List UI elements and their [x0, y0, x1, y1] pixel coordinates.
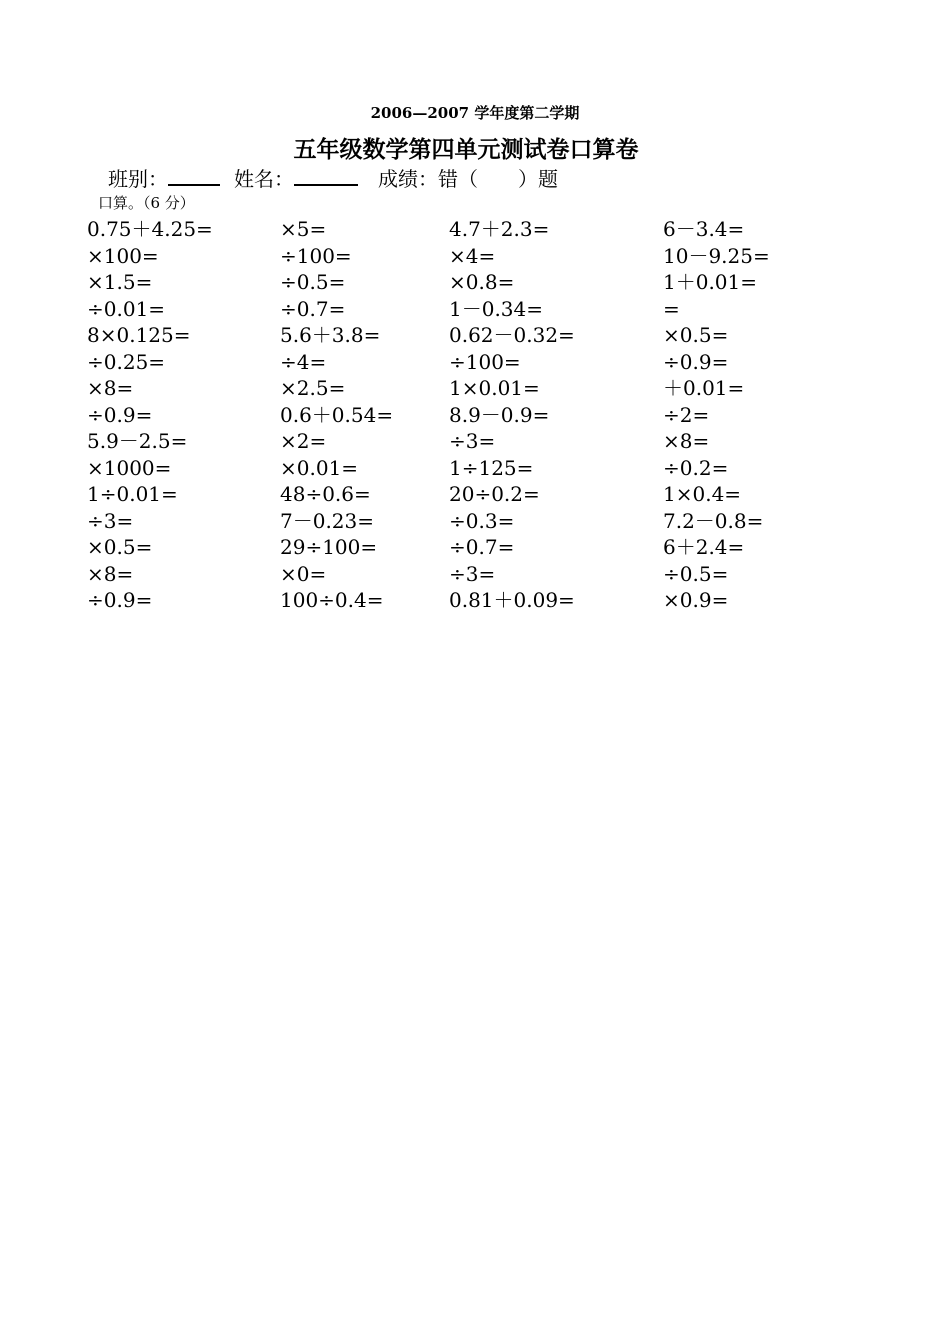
- problem-item: 1÷0.01=: [87, 482, 178, 506]
- problem-item: 1－0.34=: [449, 296, 544, 321]
- problem-item: =: [663, 296, 680, 321]
- problem-item: ÷0.9=: [87, 402, 153, 427]
- problem-item: ×8=: [87, 561, 134, 586]
- problem-item: ×2.5=: [280, 376, 346, 400]
- problem-item: ÷0.7=: [449, 535, 515, 559]
- problem-item: 100÷0.4=: [280, 588, 384, 612]
- problem-item: 0.62－0.32=: [449, 323, 575, 347]
- score-label: 成绩：错（: [378, 167, 478, 191]
- problem-item: ÷3=: [449, 429, 496, 453]
- problem-item: ×4=: [449, 243, 496, 268]
- problem-item: ×0.8=: [449, 270, 515, 294]
- problem-item: 0.81＋0.09=: [449, 588, 575, 612]
- problem-item: ÷4=: [280, 349, 327, 374]
- problem-item: 0.75＋4.25=: [87, 217, 213, 241]
- problem-item: 6＋2.4=: [663, 535, 745, 559]
- problem-item: 5.6＋3.8=: [280, 323, 381, 347]
- problem-item: ÷2=: [663, 402, 710, 427]
- problem-item: ÷3=: [449, 561, 496, 586]
- score-suffix: ）题: [518, 167, 558, 191]
- name-label: 姓名：: [234, 167, 294, 191]
- problem-item: ×5=: [280, 217, 327, 241]
- problem-item: ÷0.5=: [663, 561, 729, 586]
- problem-item: 20÷0.2=: [449, 482, 540, 506]
- problem-item: ×0.01=: [280, 455, 359, 480]
- problem-item: ÷100=: [280, 243, 352, 268]
- problem-item: ÷0.25=: [87, 349, 166, 374]
- problem-item: 1＋0.01=: [663, 270, 758, 294]
- problem-item: ×2=: [280, 429, 327, 453]
- problem-item: ÷100=: [449, 349, 521, 374]
- problem-item: ×0.9=: [663, 588, 729, 612]
- problem-item: 7.2－0.8=: [663, 508, 764, 533]
- problem-item: 1×0.4=: [663, 482, 742, 506]
- problem-item: 1÷125=: [449, 455, 534, 480]
- name-blank: [294, 164, 358, 186]
- class-label: 班别：: [108, 167, 168, 191]
- problem-item: ×1.5=: [87, 270, 153, 294]
- problem-item: 48÷0.6=: [280, 482, 371, 506]
- problem-item: 7－0.23=: [280, 508, 375, 533]
- problem-item: ×8=: [87, 376, 134, 400]
- problem-item: ÷0.9=: [87, 588, 153, 612]
- problem-item: ÷0.9=: [663, 349, 729, 374]
- problem-item: ÷3=: [87, 508, 134, 533]
- problem-item: ÷0.7=: [280, 296, 346, 321]
- section-label: 口算。（6 分）: [98, 194, 195, 212]
- problem-item: 8.9－0.9=: [449, 402, 550, 427]
- school-year-heading: 2006—2007 学年度第二学期: [370, 104, 580, 122]
- problem-item: 1×0.01=: [449, 376, 540, 400]
- student-info-line: [108, 164, 558, 193]
- problem-item: ÷0.3=: [449, 508, 515, 533]
- problem-item: ×0.5=: [87, 535, 153, 559]
- page-title: 五年级数学第四单元测试卷口算卷: [293, 136, 639, 163]
- problem-item: ÷0.01=: [87, 296, 166, 321]
- problem-item: ×1000=: [87, 455, 172, 480]
- problem-item: ＋0.01=: [663, 376, 745, 400]
- problem-item: ×8=: [663, 429, 710, 453]
- problem-item: 8×0.125=: [87, 323, 191, 347]
- problem-item: 10－9.25=: [663, 243, 770, 268]
- problem-item: 5.9－2.5=: [87, 429, 188, 453]
- problem-item: 4.7＋2.3=: [449, 217, 550, 241]
- problem-item: ÷0.5=: [280, 270, 346, 294]
- problem-item: ×0=: [280, 561, 327, 586]
- problem-item: ×0.5=: [663, 323, 729, 347]
- problem-item: ×100=: [87, 243, 159, 268]
- problem-item: 0.6＋0.54=: [280, 402, 394, 427]
- problem-item: 6－3.4=: [663, 217, 745, 241]
- class-blank: [168, 164, 220, 186]
- problem-item: 29÷100=: [280, 535, 378, 559]
- problem-item: ÷0.2=: [663, 455, 729, 480]
